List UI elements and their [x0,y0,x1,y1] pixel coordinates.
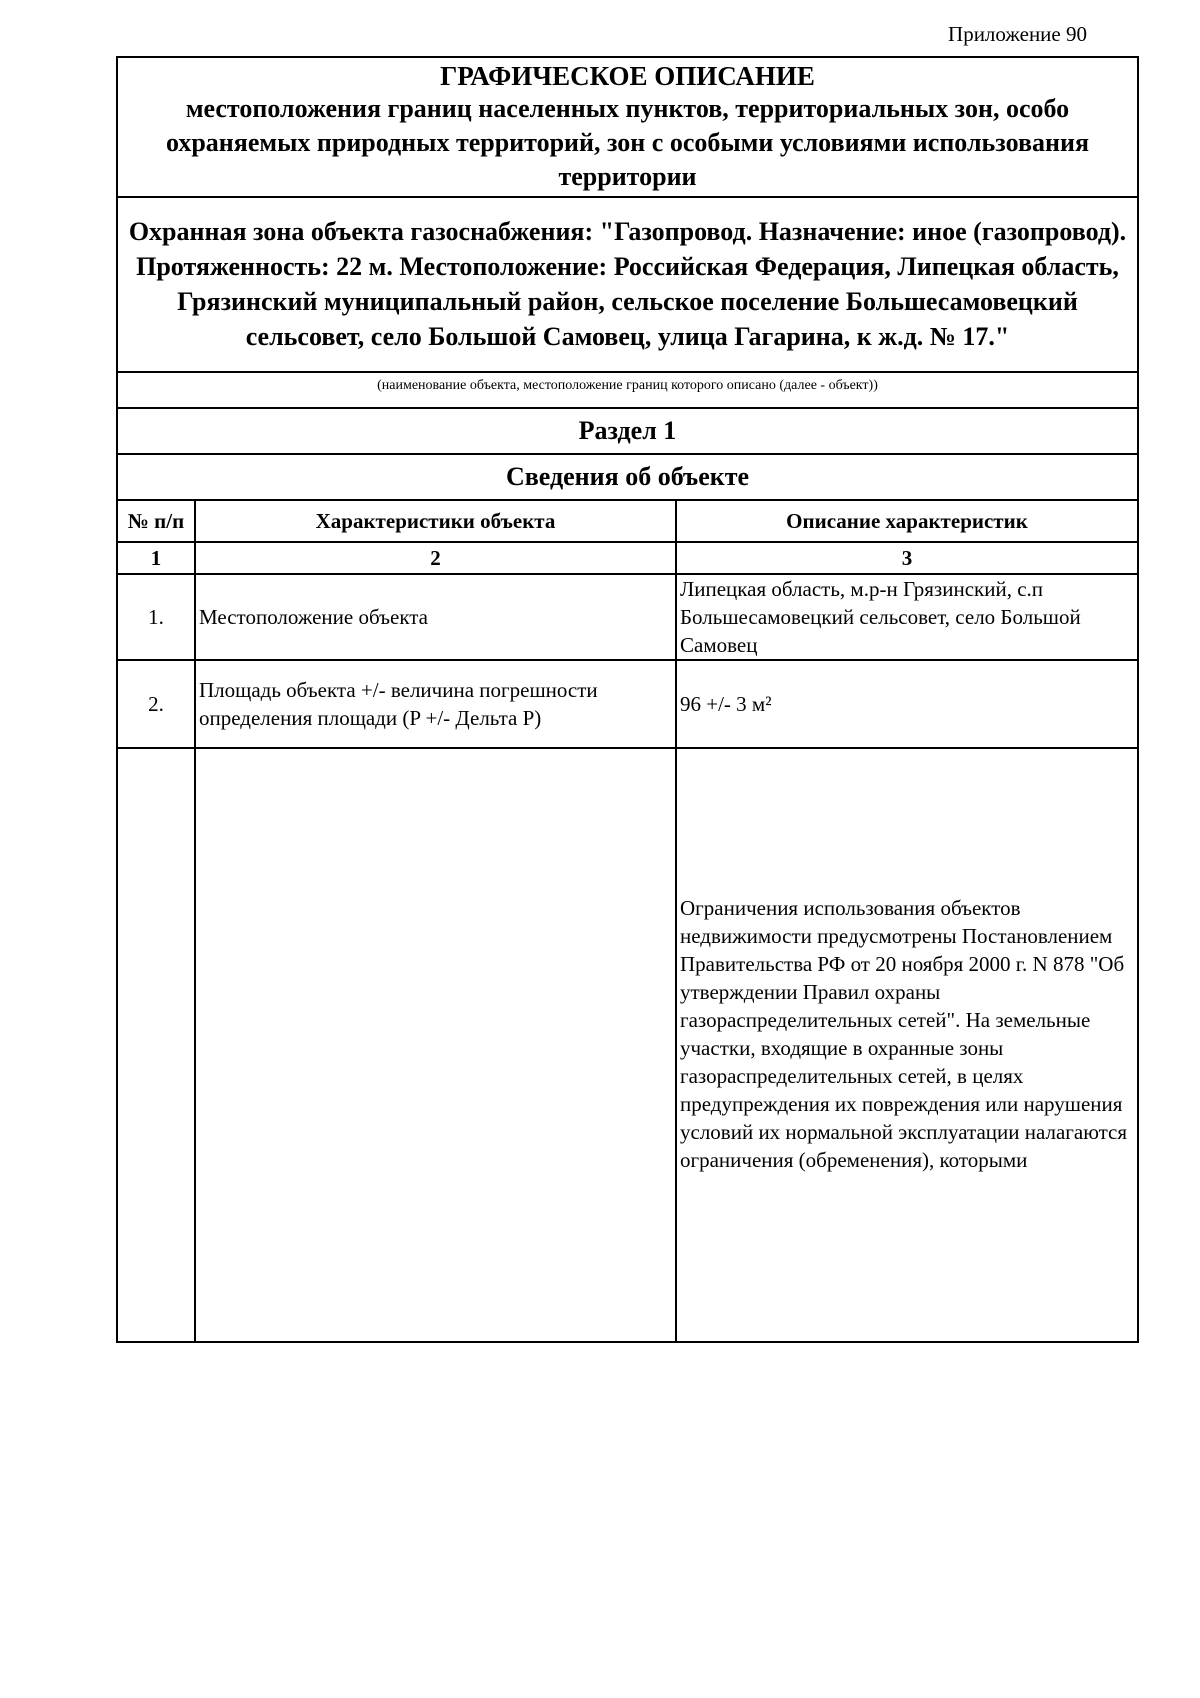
table-header-row [118,501,1137,542]
row-description: 96 +/- 3 м² [676,660,1137,748]
object-caption: (наименование объекта, местоположение границ которого описано (далее - объект)) [118,373,1137,409]
column-number-1: 1 [118,542,195,574]
row-number: 1. [118,574,195,660]
header-cell-characteristic: Характеристики объекта [195,501,676,542]
row-characteristic: Местоположение объекта [195,574,676,660]
object-name: Охранная зона объекта газоснабжения: "Газопровод. Назначение: иное (газопровод). Протяженность: 22 м. Местоположение: Российская Федерация, Липецкая область, Грязинский муниципальный район, сельское поселение Большесамовецкий сельсовет, село Большой Самовец, улица Гагарина, к ж.д. № 17." [118,198,1137,373]
title-block [118,58,1137,198]
header-cell-description: Описание характеристик [676,501,1137,542]
column-number-3: 3 [676,542,1137,574]
row-characteristic: Площадь объекта +/- величина погрешности определения площади (P +/- Дельта P) [195,660,676,748]
column-number-2: 2 [195,542,676,574]
row-characteristic [195,748,676,1341]
table-row [118,748,1137,1341]
table-row [118,574,1137,660]
table-row [118,660,1137,748]
document-frame [116,56,1139,1343]
document-title: ГРАФИЧЕСКОЕ ОПИСАНИЕ [440,61,815,91]
object-info-table [118,501,1137,1341]
document-subtitle: местоположения границ населенных пунктов, территориальных зон, особо охраняемых природных территорий, зон с особыми условиями использования территории [165,94,1090,191]
section-title: Сведения об объекте [118,455,1137,501]
row-description: Липецкая область, м.р-н Грязинский, с.п Большесамовецкий сельсовет, село Большой Самовец [676,574,1137,660]
column-number-row [118,542,1137,574]
row-description: Ограничения использования объектов недвижимости предусмотрены Постановлением Правительства РФ от 20 ноября 2000 г. N 878 "Об утверждении Правил охраны газораспределительных сетей". На земельные участки, входящие в охранные зоны газораспределительных сетей, в целях предупреждения их повреждения или нарушения условий их нормальной эксплуатации налагаются ограничения (обременения), которыми [680,896,1128,1172]
row-number: 2. [118,660,195,748]
section-number: Раздел 1 [118,409,1137,455]
row-number [118,748,195,1341]
header-cell-number: № п/п [118,501,195,542]
appendix-label: Приложение 90 [948,22,1087,46]
